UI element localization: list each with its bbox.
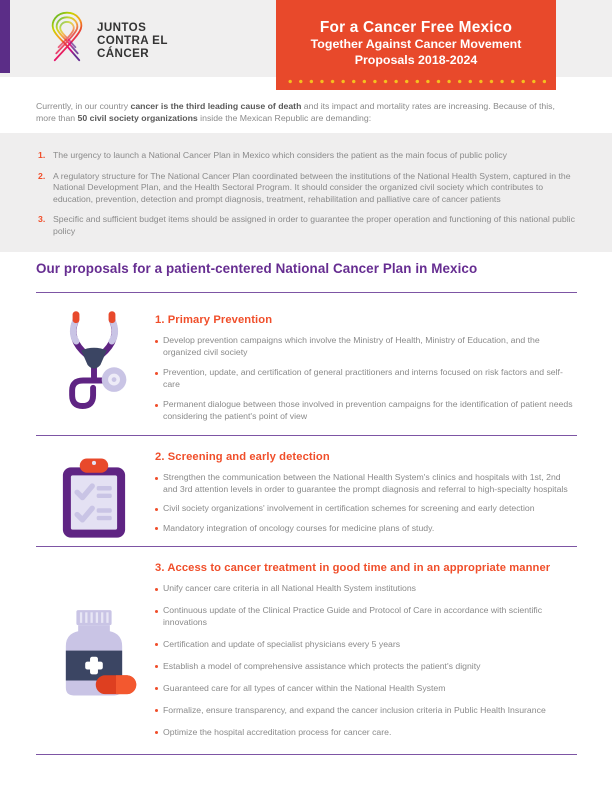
title-banner (276, 0, 556, 90)
bullet-text: Develop prevention campaigns which involve the Ministry of Health, Ministry of Education, and the organized civil society (163, 335, 540, 357)
bullet-dot (155, 588, 158, 591)
bullet-item (155, 399, 577, 422)
banner-subtitle-2: Proposals 2018-2024 (354, 52, 478, 67)
bullet-dot (155, 643, 158, 646)
bullet-item (155, 367, 577, 390)
bullet-text: Unify cancer care criteria in all National Health System institutions (163, 583, 417, 593)
demand-item (38, 171, 579, 206)
bullet-item (155, 683, 577, 695)
bullet-dot (155, 340, 158, 343)
bullet-dot (155, 404, 158, 407)
banner-dotted-line (288, 79, 546, 84)
bullet-item (155, 335, 577, 358)
divider (36, 435, 577, 436)
bullet-dot (155, 372, 158, 375)
bullet-item (155, 503, 577, 515)
bullet-item (155, 639, 577, 651)
banner-subtitle-1: Together Against Cancer Movement (310, 37, 522, 51)
bullet-dot (155, 709, 158, 712)
demand-number: 3. (38, 214, 46, 225)
stethoscope-icon (44, 304, 144, 416)
bullet-text: Prevention, update, and certification of general practitioners and interns focused on risk factors and self-care (163, 367, 563, 389)
intro-seg-1: Currently, in our country (36, 101, 131, 111)
bullet-dot (155, 731, 158, 734)
demand-text: A regulatory structure for The National Cancer Plan coordinated between the institutions of the National Health System, captured in the National Development Plan, and the Health Sectoral Program. It should consider the organized civil society which contributes to education, prevention, detection and prompt diagnosis, treatment, rehabilitation and palliative care of cancer patients (53, 170, 571, 204)
bullet-text: Mandatory integration of oncology courses for medicine plans of study. (163, 522, 435, 533)
bullet-text: Establish a model of comprehensive assistance which protects the patient's dignity (163, 660, 481, 671)
logo-line-2: CONTRA EL (97, 34, 168, 47)
section-access-treatment (36, 554, 577, 754)
bullet-item (155, 661, 577, 673)
bullet-text: Strengthen the communication between the National Health System's clinics and hospitals with 1st, 2nd and 3rd attention levels in order to guarantee the prompt diagnosis and referral to high-specialty hospitals (163, 472, 568, 494)
medicine-bottle-icon (44, 604, 144, 706)
clipboard-checklist-icon (44, 451, 144, 546)
section-1-heading: 1. Primary Prevention (155, 314, 273, 326)
section-2-heading: 2. Screening and early detection (155, 451, 330, 463)
demand-text: The urgency to launch a National Cancer Plan in Mexico which considers the patient as the main focus of public policy (53, 150, 507, 160)
bullet-item (155, 705, 577, 717)
bullet-dot (155, 527, 158, 530)
bullet-text: Continuous update of the Clinical Practice Guide and Protocol of Care in accordance with scientific innovations (163, 605, 543, 627)
bullet-text: Formalize, ensure transparency, and expand the cancer inclusion criteria in Public Health Insurance (163, 704, 546, 715)
bullet-dot (155, 665, 158, 668)
banner-title: For a Cancer Free Mexico (319, 19, 513, 36)
bullet-dot (155, 610, 158, 613)
intro-seg-2-bold: cancer is the third leading cause of death (130, 101, 302, 111)
bullet-item (155, 472, 577, 495)
bullet-item (155, 523, 577, 535)
demand-item (38, 214, 579, 237)
demand-number: 2. (38, 170, 46, 181)
logo-text (97, 21, 168, 60)
bullet-text: Permanent dialogue between those involved in prevention campaigns for the identification of patient needs considering the patient's point of view (163, 399, 573, 421)
demand-item (38, 150, 579, 162)
section-primary-prevention (36, 300, 577, 435)
bullet-text: Certification and update of specialist physicians every 5 years (163, 638, 401, 649)
section-3-heading: 3. Access to cancer treatment in good time and in an appropriate manner (155, 562, 551, 574)
bullet-text: Optimize the hospital accreditation process for cancer care. (163, 726, 392, 737)
logo (44, 8, 168, 73)
bullet-item (155, 583, 577, 595)
intro-seg-4-bold: 50 civil society organizations (77, 113, 198, 124)
bullet-text: Civil society organizations' involvement in certification schemes for screening and early detection (163, 503, 535, 514)
logo-line-3: CÁNCER (97, 46, 149, 60)
bullet-text: Guaranteed care for all types of cancer within the National Health System (163, 682, 446, 693)
demands-box (0, 133, 612, 252)
proposals-heading: Our proposals for a patient-centered National Cancer Plan in Mexico (36, 261, 478, 276)
divider (36, 546, 577, 547)
intro-seg-3: and its impact and mortality rates are increasing. Because of this, more than (36, 101, 555, 124)
purple-accent-bar (0, 0, 10, 73)
divider (36, 754, 577, 755)
divider (36, 292, 577, 293)
demand-number: 1. (38, 150, 46, 160)
bullet-dot (155, 687, 158, 690)
section-screening (36, 443, 577, 546)
logo-line-1: JUNTOS (97, 21, 147, 35)
intro-paragraph (36, 100, 577, 125)
bullet-item (155, 605, 577, 628)
intro-seg-5: inside the Mexican Republic are demanding: (197, 113, 372, 124)
awareness-ribbon-icon (44, 8, 90, 73)
bullet-item (155, 727, 577, 739)
bullet-dot (155, 477, 158, 480)
demand-text: Specific and sufficient budget items should be assigned in order to guarantee the proper operation and functioning of this national public policy (53, 214, 575, 236)
bullet-dot (155, 508, 158, 511)
